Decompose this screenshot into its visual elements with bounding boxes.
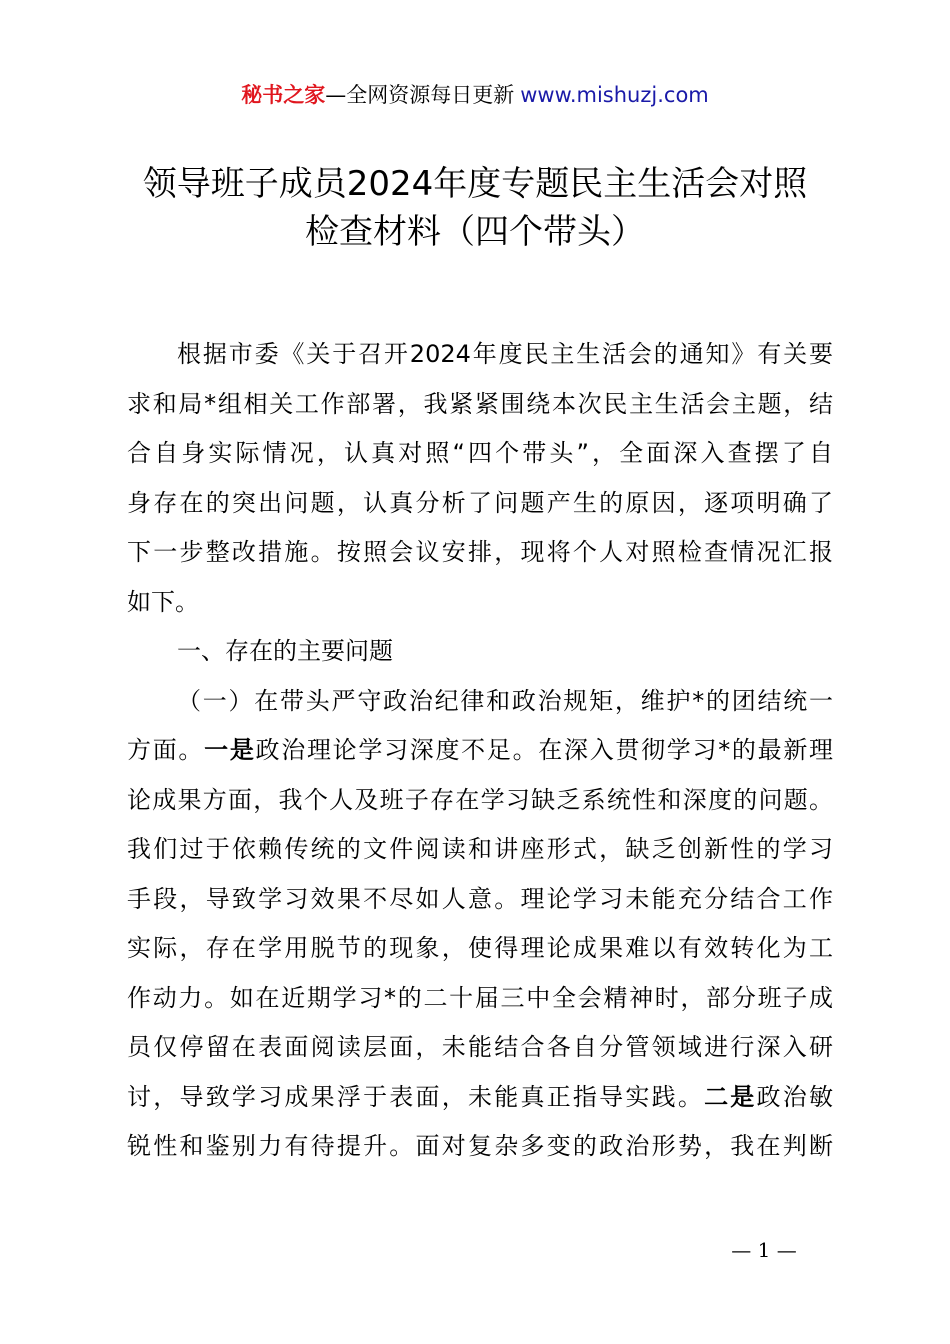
intro-line: 求和局*组相关工作部署，我紧紧围绕本次民主生活会主题，结: [127, 389, 833, 418]
paragraph-line: 实际，存在学用脱节的现象，使得理论成果难以有效转化为工: [127, 934, 833, 962]
section-paragraph: [127, 677, 833, 1172]
paragraph-line: 手段，导致学习效果不尽如人意。理论学习未能充分结合工作: [127, 884, 833, 913]
document-title-line-2: 检查材料（四个带头）: [305, 212, 645, 252]
paragraph-line: 锐性和鉴别力有待提升。面对复杂多变的政治形势，我在判断: [127, 1132, 833, 1160]
paragraph-line: [127, 726, 833, 776]
text-run: 政治理论学习深度不足。在深入贯彻学习*的最新理: [255, 736, 833, 764]
intro-line: 下一步整改措施。按照会议安排，现将个人对照检查情况汇报: [127, 538, 833, 566]
site-brand: 秘书之家: [241, 83, 326, 107]
site-banner: [0, 80, 950, 110]
section-heading-text: 一、存在的主要问题: [177, 637, 393, 665]
page-number: — 1 —: [731, 1238, 797, 1262]
text-run: 政治敏: [756, 1082, 833, 1111]
paragraph-line: 作动力。如在近期学习*的二十届三中全会精神时，部分班子成: [127, 983, 833, 1012]
bold-marker: 二是: [704, 1082, 757, 1111]
intro-line: 根据市委《关于召开2024年度民主生活会的通知》有关要: [177, 340, 833, 368]
intro-line: 身存在的突出问题，认真分析了问题产生的原因，逐项明确了: [127, 488, 833, 517]
intro-line: 合自身实际情况，认真对照“四个带头”，全面深入查摆了自: [127, 439, 833, 467]
intro-line: 如下。: [127, 587, 199, 616]
site-url[interactable]: www.mishuzj.com: [520, 83, 709, 107]
paragraph-line: （一）在带头严守政治纪律和政治规矩，维护*的团结统一: [177, 686, 833, 715]
section-heading: [127, 627, 833, 677]
bold-marker: 一是: [204, 736, 256, 764]
document-title: [0, 160, 950, 256]
intro-paragraph: [127, 330, 833, 627]
paragraph-line: 我们过于依赖传统的文件阅读和讲座形式，缺乏创新性的学习: [127, 835, 833, 863]
document-title-line-1: 领导班子成员2024年度专题民主生活会对照: [142, 164, 808, 204]
paragraph-line: [127, 1073, 833, 1123]
paragraph-line: 员仅停留在表面阅读层面，未能结合各自分管领域进行深入研: [127, 1033, 833, 1061]
text-run: 讨，导致学习成果浮于表面，未能真正指导实践。: [127, 1082, 705, 1111]
text-run: 方面。: [127, 736, 205, 764]
site-slogan: —全网资源每日更新: [325, 83, 515, 107]
document-body: [127, 330, 833, 1172]
paragraph-line: 论成果方面，我个人及班子存在学习缺乏系统性和深度的问题。: [127, 785, 833, 814]
